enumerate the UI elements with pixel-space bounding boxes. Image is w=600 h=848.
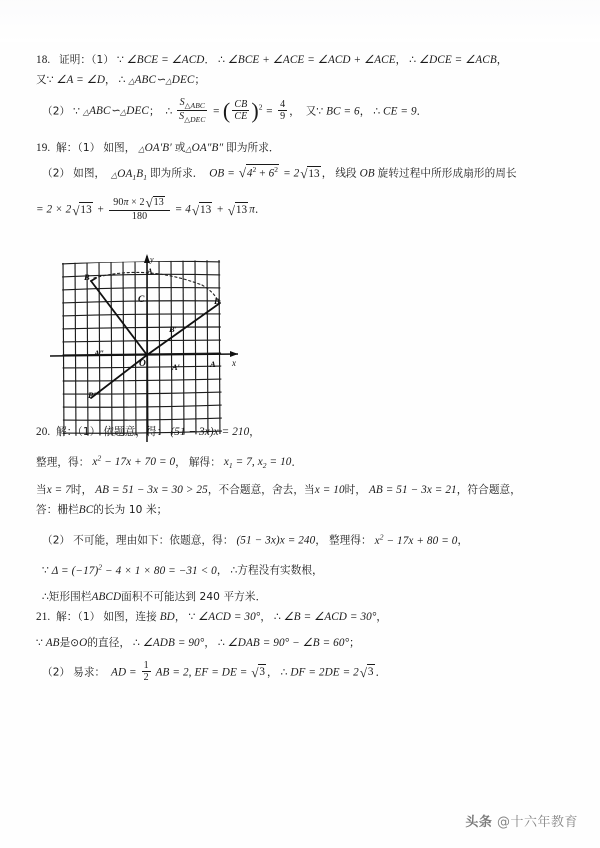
problem-18-number: 18.	[36, 54, 51, 66]
problem-18-eq-3: ∠DCE = ∠ACB	[418, 54, 497, 66]
problem-18-ce-value: CE = 9	[383, 105, 417, 118]
sqrt-3-a: √ 3	[251, 665, 266, 681]
problem-19-ob: OB =	[209, 167, 235, 180]
problem-21-p1-text1: 如图，连接	[103, 611, 157, 624]
problem-20-line-2: 整理，得： $x^2 - 17x + 70 = 0$， 解得： $x_1 = 7$, $x_2 = 10$．	[36, 453, 303, 471]
problem-19-p1-text2: 即为所求．	[226, 141, 280, 154]
because-symbol-2: ∵	[46, 74, 54, 87]
watermark	[465, 811, 578, 830]
problem-21-line-1: 21. 解：（1） 如图，连接 BD， ∵ ∠ACD = 30°， ∴ ∠B = ∠ACD = 30°，	[36, 611, 388, 624]
problem-18-part-2: （2） ∵ △ABC∽△DEC； ∴ $\frac{S_{\triangle ABC}}{S_{\triangle DEC}}$ = ( $\frac{CB}{CE}$ )$^2$ = $\frac{4}{9}$ ， 又∵ BC = 6， ∴ CE = 9．	[42, 96, 428, 125]
problem-20-delta: $\Delta = (-17)^2 - 4 \times 1 \times 80 = -31 < 0$	[51, 561, 217, 577]
sqrt-13-c: √ 13	[191, 202, 212, 218]
problem-20-p2-text1: 不可能，理由如下：依题意，得：	[73, 534, 234, 547]
y-axis-label: y	[150, 255, 154, 264]
because-symbol-1: ∵	[116, 54, 124, 66]
problem-19-line-1: 19. 解：（1） 如图， △OA′B′ 或△OA″B″ 即为所求．	[36, 141, 280, 154]
problem-21-p2-text1: 易求：	[73, 666, 106, 679]
problem-18-eq-2: ∠BCE + ∠ACE = ∠ACD + ∠ACE	[227, 54, 396, 66]
label-point-A-right: A	[210, 359, 216, 369]
problem-19-p1-text1: 如图，	[103, 141, 136, 154]
watermark-prefix: 头条	[465, 815, 493, 830]
problem-20-label: 解：	[56, 426, 78, 439]
label-point-A-prime: A′	[172, 362, 181, 372]
problem-20-l2-text: 整理，得：	[36, 456, 90, 469]
problem-20-conc-text2: 面积不可能达到 240 平方米．	[121, 591, 267, 603]
problem-18-line-1: 18. 证明：（1） ∵ ∠BCE = ∠ACD． ∴ ∠BCE + ∠ACE = ∠ACD + ∠ACE， ∴ ∠DCE = ∠ACB，	[36, 54, 508, 66]
cb-ce-fraction: $\frac{CB}{CE}$	[234, 98, 248, 123]
therefore-symbol-3: ∴	[118, 74, 126, 87]
one-half-fraction: $\frac{1}{2}$	[143, 660, 149, 684]
problem-18-eq-1: ∠BCE = ∠ACD	[126, 54, 205, 66]
problem-19-p2-text3: 线段	[335, 167, 357, 180]
four-ninths-fraction: $\frac{4}{9}$	[280, 98, 286, 123]
problem-20-eq-4: $x^2 - 17x + 80 = 0$	[374, 531, 458, 547]
arc-length-fraction: 90π × 2 √ 13 180	[109, 196, 170, 222]
problem-21-angle-b: ∠B = ∠ACD = 30°	[283, 611, 377, 624]
problem-18-bc-value: BC = 6	[326, 105, 360, 118]
problem-21-part-2: （2） 易求： AD = $\frac{1}{2}$ AB = 2, EF = DE = √ 3 ， ∴ DF = 2DE = 2 √ 3 ．	[42, 660, 387, 684]
paren-open: (	[222, 97, 231, 123]
problem-20-number: 20.	[36, 426, 51, 439]
problem-18-similar-1: △ABC∽△DEC	[128, 74, 195, 87]
problem-20-l1-text: 依题意，得：	[103, 426, 168, 439]
problem-18-line-2: 又∵ ∠A = ∠D， ∴ △ABC∽△DEC；	[36, 74, 206, 87]
problem-20-discriminant: ∵ $\Delta = (-17)^2 - 4 \times 1 \times 80 = -31 < 0$， ∴方程没有实数根，	[42, 561, 323, 577]
coordinate-grid-figure	[50, 252, 250, 442]
area-ratio-fraction: $\frac{S_{\triangle ABC}}{S_{\triangle DEC}}$	[179, 96, 206, 125]
problem-20-p2-marker: （2）	[42, 534, 71, 547]
problem-19-calc-line: = 2 × 2 √ 13 + 90π × 2 √ 13 180 = 4 √ 13 + √ 13 π．	[36, 195, 266, 222]
label-origin-O: O	[139, 359, 146, 369]
problem-19-label: 解：	[56, 141, 78, 154]
label-point-C: C	[138, 295, 145, 305]
problem-20-line-3: 当x = 7时， AB = 51 − 3x = 30 > 25，不合题意，舍去，当x = 10时， AB = 51 − 3x = 21，符合题意，	[36, 484, 521, 497]
problem-19-p2-marker: （2）	[42, 167, 71, 180]
problem-21-p2-marker: （2）	[42, 666, 71, 679]
problem-20-ab-2: AB = 51 − 3x = 21	[368, 484, 457, 497]
problem-18-similar-2: △ABC∽△DEC	[82, 105, 149, 118]
problem-20-l2-text2: 解得：	[188, 456, 221, 469]
problem-20-eq-3: (51 − 3x)x = 240	[236, 534, 316, 547]
scan-noise-overlay	[0, 0, 600, 42]
problem-20-eq-1: (51 − 3x)x = 210	[170, 426, 250, 439]
problem-21-label: 解：	[56, 611, 78, 624]
label-point-B-upper-left: B	[84, 272, 90, 282]
because-symbol-3: ∵	[73, 105, 80, 118]
problem-20-roots: $x_1 = 7$, $x_2 = 10$	[223, 456, 292, 471]
problem-19-triangle-3: $\triangle OA_1B_1$	[111, 167, 148, 182]
problem-20-part-2: （2） 不可能，理由如下：依题意，得： (51 − 3x)x = 240， 整理得： $x^2 - 17x + 80 = 0$，	[42, 531, 469, 547]
problem-18-eq-4: ∠A = ∠D	[56, 74, 106, 87]
label-point-B-right: B	[214, 296, 220, 306]
label-point-A-top: A	[147, 266, 153, 276]
label-point-B-prime: B′	[169, 324, 178, 334]
watermark-handle: @十六年教育	[496, 815, 578, 830]
problem-19-p2-text1: 如图，	[73, 167, 106, 180]
therefore-symbol-4: ∴	[165, 105, 173, 118]
problem-19-triangle-1: △OA′B′	[138, 141, 172, 154]
problem-20-p2-text2: 整理得：	[328, 534, 372, 547]
y-axis	[144, 254, 150, 442]
problem-21-angle-adb: ∠ADB = 90°	[142, 636, 205, 649]
problem-19-number: 19.	[36, 141, 51, 154]
circle-o-icon: ⊙	[70, 636, 80, 649]
problem-21-angle-acd: ∠ACD = 30°	[198, 611, 261, 624]
problem-20-no-root-text: 方程没有实数根，	[237, 564, 323, 577]
problem-21-angle-dab: ∠DAB = 90° − ∠B = 60°	[227, 636, 350, 649]
problem-21-number: 21.	[36, 611, 51, 624]
therefore-symbol-2: ∴	[409, 54, 417, 66]
problem-20-conc-text1: 矩形围栏	[48, 591, 92, 603]
problem-20-conclusion: ∴矩形围栏ABCD面积不可能达到 240 平方米．	[42, 591, 267, 603]
sqrt-3-b: √ 3	[359, 665, 374, 681]
sqrt-13-a: √ 13	[300, 166, 320, 182]
problem-20-ab-1: AB = 51 − 3x = 30 > 25	[95, 484, 208, 497]
sqrt-4sq-6sq: √ $4^2 + 6^2$	[238, 164, 279, 181]
problem-20-eq-2: $x^2 - 17x + 70 = 0$	[92, 453, 176, 469]
problem-21-line-2: ∵ AB是⊙O的直径， ∴ ∠ADB = 90°， ∴ ∠DAB = 90° − ∠B = 60°；	[36, 636, 360, 649]
label-point-A-double-prime: A″	[94, 348, 105, 358]
rotation-arc-dotted	[94, 272, 218, 301]
problem-19-line-2: （2） 如图， $\triangle OA_1B_1$ 即为所求． OB = √ $4^2 + 6^2 = 2$ √ 13 ， 线段 OB 旋转过程中所形成扇形的周长	[42, 164, 517, 182]
sqrt-13-d: √ 13	[227, 202, 248, 218]
x-axis-label: x	[232, 358, 236, 368]
problem-19-or: 或	[174, 141, 186, 154]
problem-20-line-1: 20. 解：（1） 依题意，得： (51 − 3x)x = 210，	[36, 426, 260, 439]
problem-19-triangle-2: △OA″B″	[185, 141, 224, 154]
sqrt-13-b: √ 13	[72, 202, 92, 218]
label-point-B-double-prime: B″	[88, 390, 99, 400]
problem-19-p2-text2: 即为所求．	[149, 167, 204, 180]
paren-close: )	[251, 97, 259, 123]
problem-20-line-4: 答：栅栏BC的长为 10 米；	[36, 504, 168, 517]
therefore-symbol-1: ∴	[218, 54, 225, 66]
problem-19-p2-text4: 旋转过程中所形成扇形的周长	[377, 167, 517, 180]
problem-18-label: 证明：	[59, 54, 92, 66]
